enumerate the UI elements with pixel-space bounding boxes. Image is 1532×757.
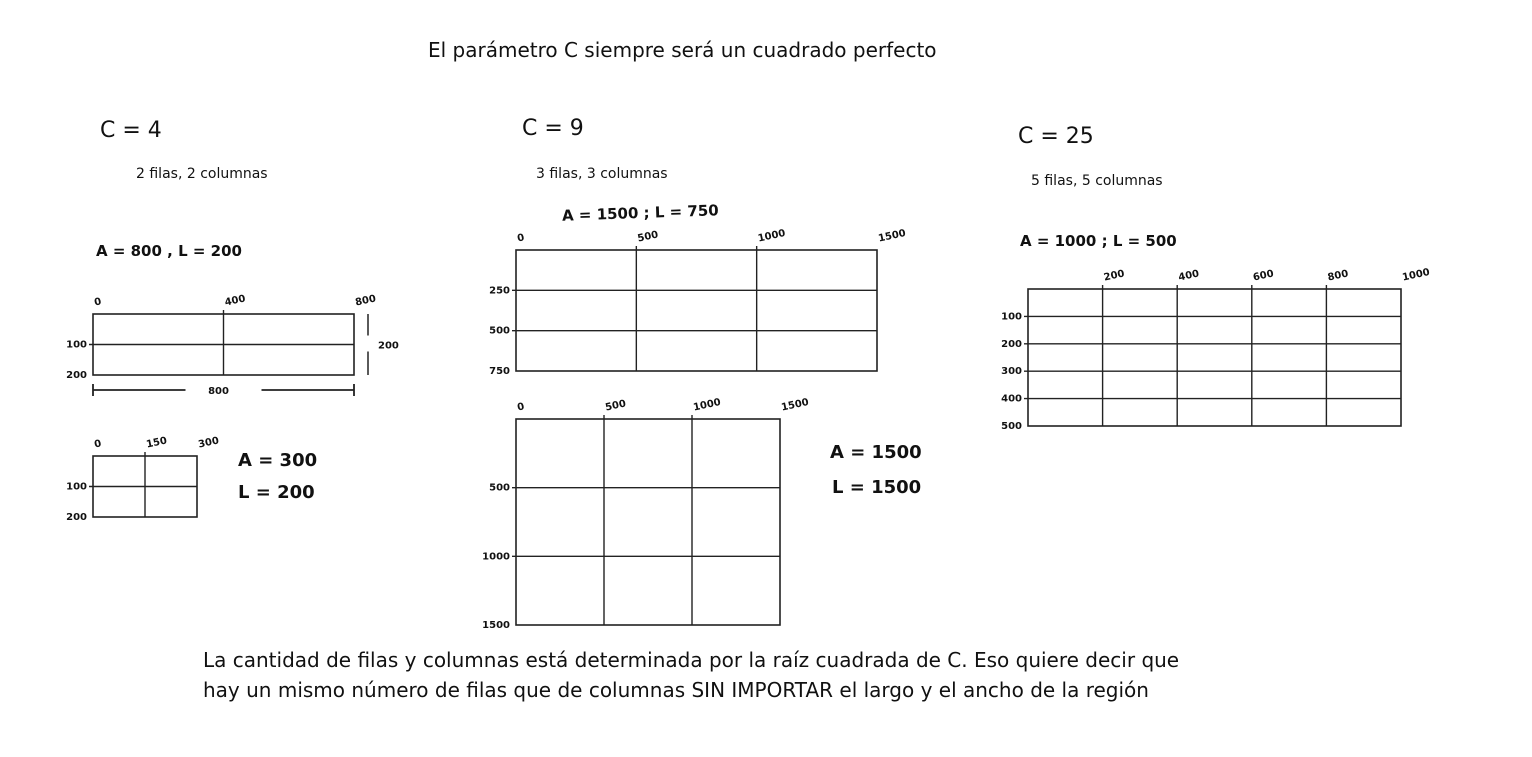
left-axis-label: 100	[66, 339, 87, 351]
top-axis-label: 1000	[756, 227, 787, 245]
left-axis-label: 500	[489, 482, 510, 494]
c4-grid2-height: L = 200	[238, 482, 315, 503]
left-axis-label: 200	[1001, 338, 1022, 350]
top-axis-label: 800	[354, 293, 377, 309]
top-axis-label: 1000	[1401, 266, 1431, 284]
c4-rows-cols: 2 filas, 2 columnas	[136, 166, 268, 182]
grid-outline	[516, 419, 780, 625]
left-axis-label: 1500	[482, 620, 510, 631]
left-axis-label: 250	[489, 285, 510, 297]
left-axis-label: 500	[489, 325, 510, 337]
left-axis-label: 200	[66, 370, 87, 381]
c4-label: C = 4	[100, 118, 162, 143]
left-axis-label: 300	[1001, 366, 1022, 378]
height-dimension-label: 200	[378, 340, 399, 352]
c25-rows-cols: 5 filas, 5 columnas	[1031, 173, 1163, 189]
top-axis-label: 400	[223, 293, 247, 309]
page-title: El parámetro C siempre será un cuadrado perfecto	[428, 38, 937, 62]
grid-outline	[516, 250, 877, 371]
c25-label: C = 25	[1018, 124, 1094, 149]
c4-grid1-dims: A = 800 , L = 200	[96, 242, 242, 260]
top-axis-label: 0	[516, 232, 526, 245]
c9-grid2-width: A = 1500	[830, 442, 922, 463]
top-axis-label: 500	[636, 229, 660, 245]
left-axis-label: 750	[489, 366, 510, 377]
top-axis-label: 1500	[780, 396, 810, 414]
top-axis-label: 500	[604, 398, 627, 414]
left-axis-label: 100	[66, 481, 87, 493]
top-axis-label: 0	[93, 296, 103, 309]
top-axis-label: 1500	[877, 227, 907, 245]
left-axis-label: 100	[1001, 311, 1022, 323]
c4-grid2-width: A = 300	[238, 450, 318, 471]
left-axis-label: 1000	[482, 551, 510, 563]
c9-grid2-height: L = 1500	[832, 477, 922, 498]
top-axis-label: 300	[197, 435, 220, 451]
c9-rows-cols: 3 filas, 3 columnas	[536, 166, 668, 182]
grid-outline	[1028, 289, 1401, 426]
top-axis-label: 1000	[692, 396, 722, 414]
footer-line-2: hay un mismo número de filas que de columnas SIN IMPORTAR el largo y el ancho de la región	[203, 678, 1149, 702]
footer-line-1: La cantidad de filas y columnas está determinada por la raíz cuadrada de C. Eso quiere decir que	[203, 648, 1180, 672]
left-axis-label: 400	[1001, 393, 1022, 405]
left-axis-label: 500	[1001, 421, 1022, 432]
top-axis-label: 0	[93, 438, 103, 451]
top-axis-label: 150	[145, 435, 168, 451]
top-axis-label: 0	[516, 401, 526, 414]
top-axis-label: 800	[1326, 268, 1350, 284]
left-axis-label: 200	[66, 512, 87, 523]
top-axis-label: 400	[1177, 268, 1201, 284]
c25-grid1-dims: A = 1000 ; L = 500	[1020, 232, 1177, 250]
c9-grid1-dims: A = 1500 ; L = 750	[561, 201, 719, 225]
c9-label: C = 9	[522, 116, 584, 141]
top-axis-label: 200	[1102, 268, 1126, 284]
top-axis-label: 600	[1252, 268, 1275, 284]
width-dimension-label: 800	[208, 386, 229, 397]
